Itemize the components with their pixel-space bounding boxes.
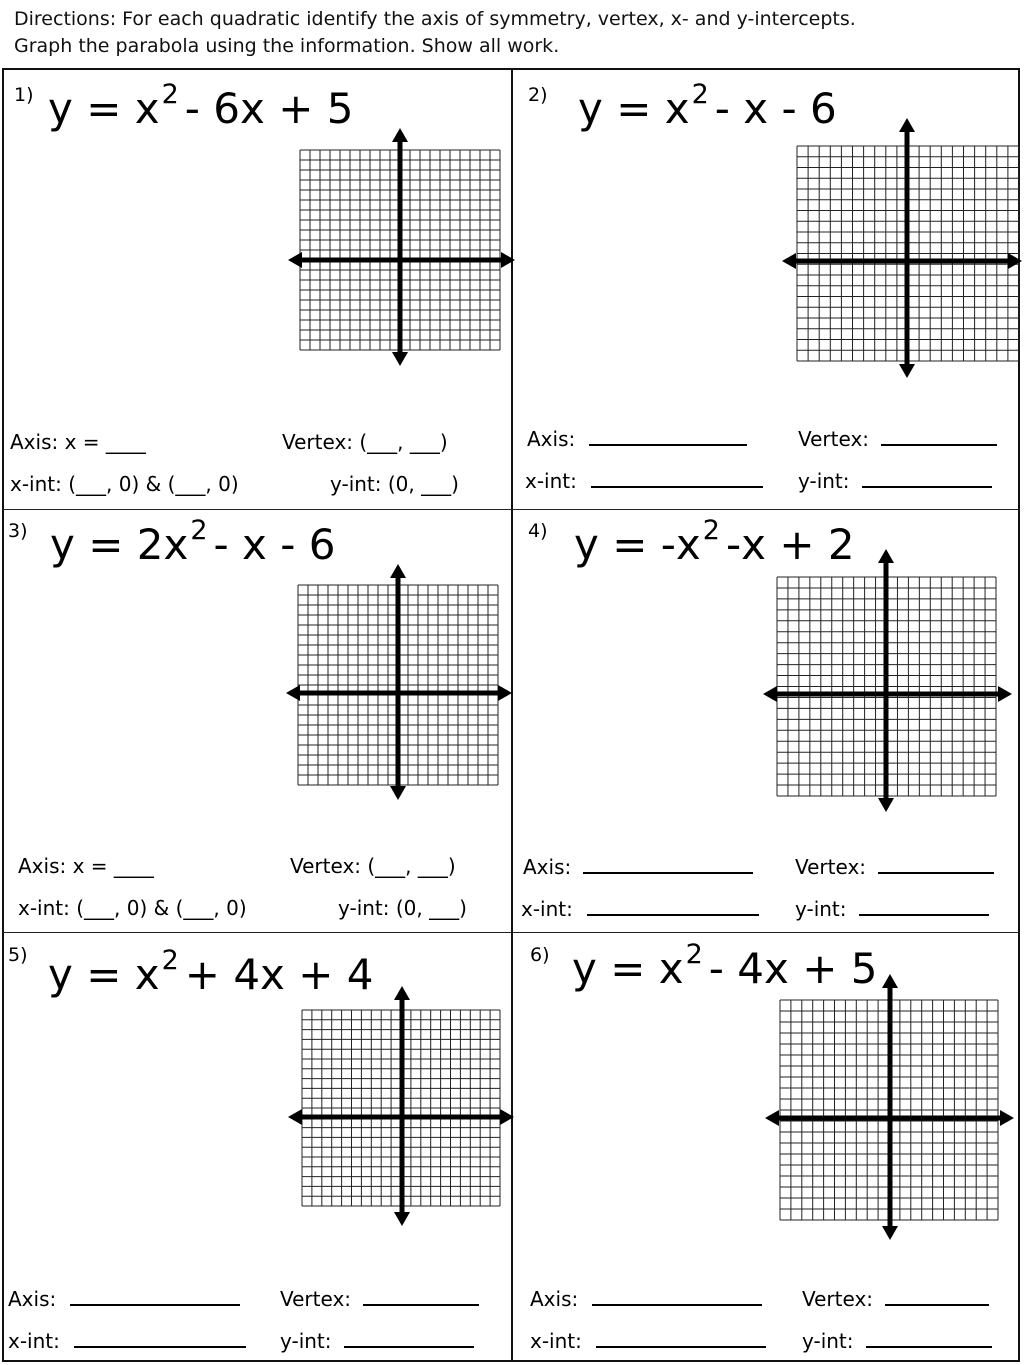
directions-line-1: Directions: For each quadratic identify the axis of symmetry, vertex, x- and y-intercepts. — [14, 8, 856, 30]
eq-part: y = -x — [574, 520, 701, 569]
yint-answer-blank[interactable] — [862, 468, 992, 488]
problem-3-yint-label: y-int: (0, ___) — [338, 896, 467, 920]
problem-4-number: 4) — [528, 520, 548, 542]
eq-part: -x + 2 — [725, 520, 855, 569]
axis-arrowhead — [899, 364, 915, 378]
problem-2-yint-label — [798, 468, 992, 493]
yint-text: y-int: — [802, 1329, 854, 1353]
axis-arrowhead — [765, 1110, 779, 1126]
axis-answer-blank[interactable] — [70, 1286, 240, 1306]
problem-3-number: 3) — [8, 520, 28, 542]
eq-part: y = x — [572, 944, 684, 993]
problem-5-xint-label — [8, 1328, 246, 1353]
axis-arrowhead — [392, 128, 408, 142]
axis-arrowhead — [882, 974, 898, 988]
eq-exponent: 2 — [685, 939, 703, 970]
axis-text: Axis: — [523, 855, 572, 879]
problem-2-xint-label — [525, 468, 763, 493]
axis-arrowhead — [899, 118, 915, 132]
problem-6-yint-label — [802, 1328, 992, 1353]
axis-arrowhead — [390, 564, 406, 578]
axis-text: Axis: — [527, 427, 576, 451]
yint-answer-blank[interactable] — [859, 896, 989, 916]
eq-part: y = 2x — [50, 520, 189, 569]
axis-arrowhead — [394, 1212, 410, 1226]
eq-part: - x - 6 — [714, 84, 837, 133]
xint-answer-blank[interactable] — [596, 1328, 766, 1348]
problem-6-vertex-label — [802, 1286, 989, 1311]
row-divider-2 — [2, 932, 1020, 933]
axis-arrowhead — [288, 252, 302, 268]
axis-arrowhead — [878, 549, 894, 563]
problem-5-yint-label — [280, 1328, 474, 1353]
problem-2-axis-label — [527, 426, 747, 451]
problem-5-vertex-label — [280, 1286, 479, 1311]
axis-arrowhead — [782, 253, 796, 269]
xint-answer-blank[interactable] — [74, 1328, 246, 1348]
eq-part: y = x — [48, 84, 160, 133]
problem-5-number: 5) — [8, 944, 28, 966]
yint-answer-blank[interactable] — [866, 1328, 992, 1348]
yint-text: y-int: — [795, 897, 847, 921]
axis-arrowhead — [288, 1109, 302, 1125]
problem-4-axis-label — [523, 854, 753, 879]
axis-arrowhead — [1000, 1110, 1014, 1126]
xint-answer-blank[interactable] — [591, 468, 763, 488]
problem-5-axis-label — [8, 1286, 240, 1311]
eq-part: - x - 6 — [213, 520, 336, 569]
problem-5-coordinate-grid[interactable] — [284, 982, 518, 1230]
problem-2-coordinate-grid[interactable] — [778, 114, 1024, 382]
xint-text: x-int: — [521, 897, 573, 921]
axis-arrowhead — [882, 1226, 898, 1240]
yint-text: y-int: — [280, 1329, 332, 1353]
xint-answer-blank[interactable] — [587, 896, 759, 916]
problem-4-xint-label — [521, 896, 759, 921]
problem-3-vertex-label: Vertex: (___, ___) — [290, 854, 456, 878]
axis-arrowhead — [394, 986, 410, 1000]
axis-text: Axis: — [530, 1287, 579, 1311]
vertex-text: Vertex: — [280, 1287, 352, 1311]
vertex-answer-blank[interactable] — [878, 854, 994, 874]
eq-exponent: 2 — [691, 79, 709, 110]
eq-exponent: 2 — [161, 79, 179, 110]
problem-1-number: 1) — [14, 84, 34, 106]
problem-4-yint-label — [795, 896, 989, 921]
vertex-answer-blank[interactable] — [363, 1286, 479, 1306]
problem-1-coordinate-grid[interactable] — [284, 124, 519, 370]
problem-6-coordinate-grid[interactable] — [761, 970, 1018, 1244]
problem-1-axis-label: Axis: x = ____ — [10, 430, 146, 454]
axis-text: Axis: — [8, 1287, 57, 1311]
vertex-answer-blank[interactable] — [885, 1286, 989, 1306]
vertex-text: Vertex: — [802, 1287, 874, 1311]
vertex-answer-blank[interactable] — [881, 426, 997, 446]
directions — [14, 6, 1014, 60]
problem-3-coordinate-grid[interactable] — [282, 560, 516, 804]
problem-3-axis-label: Axis: x = ____ — [18, 854, 154, 878]
axis-arrowhead — [501, 252, 515, 268]
problem-2-number: 2) — [528, 84, 548, 106]
problem-1-yint-label: y-int: (0, ___) — [330, 472, 459, 496]
axis-arrowhead — [392, 352, 408, 366]
row-divider-1 — [2, 509, 1020, 510]
eq-part: + 4x + 4 — [184, 950, 374, 999]
eq-part: - 4x + 5 — [708, 944, 878, 993]
problem-1-xint-label: x-int: (___, 0) & (___, 0) — [10, 472, 239, 496]
vertex-text: Vertex: — [795, 855, 867, 879]
eq-exponent: 2 — [702, 515, 720, 546]
axis-arrowhead — [498, 685, 512, 701]
eq-exponent: 2 — [161, 945, 179, 976]
axis-arrowhead — [500, 1109, 514, 1125]
eq-part: y = x — [48, 950, 160, 999]
xint-text: x-int: — [8, 1329, 60, 1353]
axis-arrowhead — [390, 786, 406, 800]
problem-6-xint-label — [530, 1328, 766, 1353]
eq-part: - 6x + 5 — [184, 84, 354, 133]
eq-part: y = x — [578, 84, 690, 133]
vertex-text: Vertex: — [798, 427, 870, 451]
axis-answer-blank[interactable] — [592, 1286, 762, 1306]
problem-3-xint-label: x-int: (___, 0) & (___, 0) — [18, 896, 247, 920]
axis-arrowhead — [1008, 253, 1022, 269]
axis-arrowhead — [998, 686, 1012, 702]
axis-arrowhead — [878, 798, 894, 812]
problem-4-vertex-label — [795, 854, 994, 879]
xint-text: x-int: — [525, 469, 577, 493]
axis-arrowhead — [763, 686, 777, 702]
problem-1-vertex-label: Vertex: (___, ___) — [282, 430, 448, 454]
directions-line-2: Graph the parabola using the information. Show all work. — [14, 35, 560, 57]
problem-2-vertex-label — [798, 426, 997, 451]
problem-6-number: 6) — [530, 944, 550, 966]
axis-arrowhead — [286, 685, 300, 701]
xint-text: x-int: — [530, 1329, 582, 1353]
problem-4-coordinate-grid[interactable] — [759, 545, 1016, 816]
axis-answer-blank[interactable] — [589, 426, 747, 446]
yint-answer-blank[interactable] — [344, 1328, 474, 1348]
axis-answer-blank[interactable] — [583, 854, 753, 874]
yint-text: y-int: — [798, 469, 850, 493]
problem-6-axis-label — [530, 1286, 762, 1311]
eq-exponent: 2 — [190, 515, 208, 546]
